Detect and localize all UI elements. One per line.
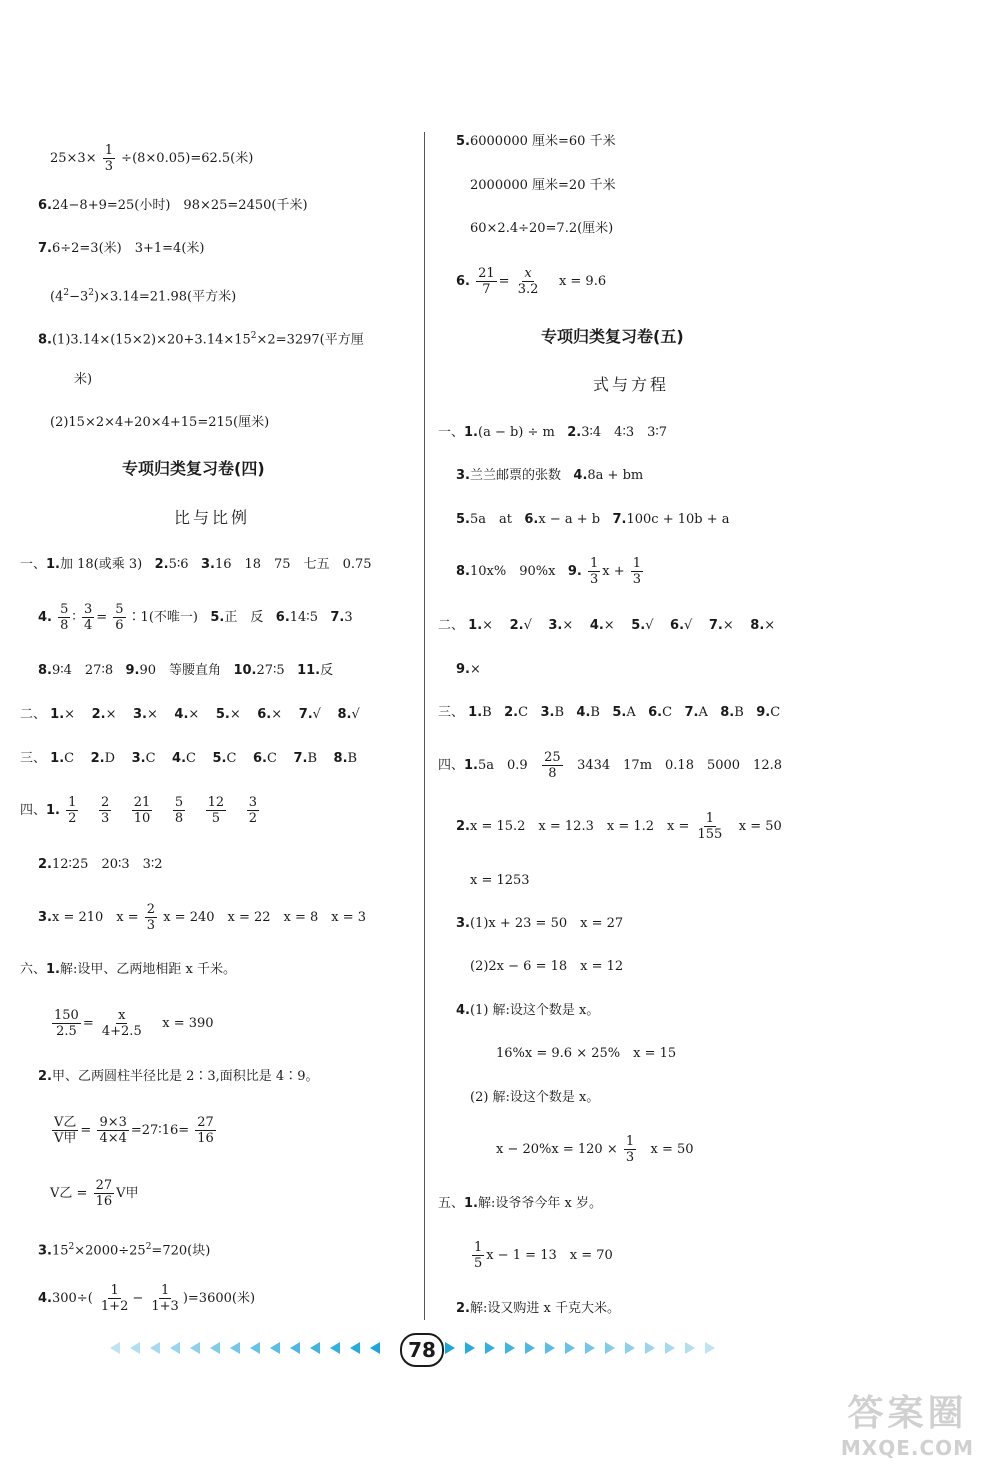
line-r6: 6. $\frac{21}{7}$ = $\frac{x}{3.2}$ x = 9.6: [456, 266, 607, 297]
line-p4-3: 3.x = 210 x = $\frac{2}{3}$ x = 240 x = 22 x = 8 x = 3: [38, 902, 367, 933]
line-q6: [38, 197, 308, 215]
line-p4-1: 四、1. $\frac{1}{2}$ $\frac{2}{3}$ $\frac{21}{10}$ $\frac{5}{8}$ $\frac{12}{5}$ $\frac{3}{2}$: [20, 795, 258, 826]
line-d3b: (2)2x − 6 = 18 x = 12: [470, 959, 624, 974]
left-arrow-icon: [350, 1342, 360, 1354]
left-arrow-icon: [230, 1342, 240, 1354]
line-s8: 8.9∶4 27∶8 9.90 等腰直角 10.27∶5 11.反: [38, 663, 334, 678]
line-p6-2: 2.甲、乙两圆柱半径比是 2∶3,面积比是 4∶9。: [38, 1069, 319, 1084]
line-l1: [50, 143, 253, 174]
page-number: 78: [400, 1333, 444, 1367]
line-a8: 8.10x% 90%x 9. $\frac{1}{3}$ x + $\frac{1}{3}$: [456, 556, 642, 587]
line-c: 三、 1.B 2.C 3.B 4.B 5.A 6.C 7.A 8.B 9.C: [438, 705, 781, 720]
line-d4d: x − 20%x = 120 × $\frac{1}{3}$ x = 50: [496, 1134, 694, 1165]
line-q8: $8.(1)3.14\times(15\times 2)\times 20+3.14\times 15^2\times 2=3297$(平方厘: [38, 331, 364, 348]
right-arrow-icon: [605, 1342, 615, 1354]
right-arrow-icon: [545, 1342, 555, 1354]
line-q8-cont: 米): [74, 372, 93, 387]
line-e2: 2.解:设又购进 x 千克大米。: [456, 1301, 620, 1316]
line-a3: 3.兰兰邮票的张数 4.8a + bm: [456, 468, 644, 483]
line-r5c: 60×2.4÷20=7.2(厘米): [470, 221, 614, 236]
left-arrow-icon: [130, 1342, 140, 1354]
line-d4a: 4.(1) 解:设这个数是 x。: [456, 1003, 600, 1018]
line-q8-2: (2)15×2×4+20×4+15=215(厘米): [50, 415, 270, 430]
left-arrow-icon: [310, 1342, 320, 1354]
left-arrow-icon: [250, 1342, 260, 1354]
line-p4-2: 2.12∶25 20∶3 3∶2: [38, 857, 163, 872]
line-p6-4: 4.300÷( $\frac{1}{1+2}$ − $\frac{1}{1+3}$ )=3600(米): [38, 1283, 256, 1314]
line-p3: 三、 1.C 2.D 3.C 4.C 5.C 6.C 7.B 8.B: [20, 751, 358, 766]
text: 25×3×: [50, 151, 97, 166]
line-e1: 五、1.解:设爷爷今年 x 岁。: [438, 1196, 602, 1211]
line-a5: 5.5a at 6.x − a + b 7.100c + 10b + a: [456, 512, 730, 527]
line-s1: 一、1.加 18(或乘 3) 2.5∶6 3.16 18 75 七五 0.75: [20, 557, 372, 572]
right-arrow-icon: [705, 1342, 715, 1354]
answer-text: 6÷2=3(米) 3+1=4(米): [51, 241, 205, 256]
line-p6-2-eq: V乙 V甲 = $\frac{9\times 3}{4\times 4}$ =27∶16= $\frac{27}{16}$: [54, 1115, 214, 1146]
line-e1-eq: $\frac{1}{5}$ x − 1 = 13 x = 70: [474, 1240, 613, 1271]
left-arrow-icon: [330, 1342, 340, 1354]
line-d4b: 16%x = 9.6 × 25% x = 15: [496, 1046, 677, 1061]
section-subtitle-ratio: 比与比例: [174, 508, 251, 527]
watermark-logo: 答案圈 MXQE.COM: [840, 1393, 975, 1460]
footer-arrow-strip: [100, 1336, 900, 1360]
line-s4: 4. $\frac{5}{8}$ ∶ $\frac{3}{4}$ = $\frac{5}{6}$ ∶1(不唯一) 5.正 反 6.14∶5 7.3: [38, 602, 353, 633]
line-d1: 四、1.5a 0.9 $\frac{25}{8}$ 3434 17m 0.18 5000 12.8: [438, 750, 782, 781]
right-arrow-icon: [485, 1342, 495, 1354]
line-q7b: $(4^2-3^2)\times 3.14=21.98$(平方米): [50, 288, 237, 305]
line-p6-2b: V乙 = $\frac{27}{16}$ V甲: [50, 1178, 139, 1209]
right-arrow-icon: [525, 1342, 535, 1354]
left-arrow-icon: [370, 1342, 380, 1354]
right-arrow-icon: [645, 1342, 655, 1354]
line-p6-3: $3.15^2\times 2000\div 25^2=720$(块): [38, 1242, 211, 1259]
right-arrow-icon: [465, 1342, 475, 1354]
line-r5: 5.6000000 厘米=60 千米: [456, 134, 616, 149]
column-divider: [424, 132, 425, 1320]
text: ÷(8×0.05)=62.5(米): [121, 151, 254, 166]
line-a1: 一、1.(a − b) ÷ m 2.3∶4 4∶3 3∶7: [438, 425, 668, 440]
line-b: 二、 1.× 2.√ 3.× 4.× 5.√ 6.√ 7.× 8.×: [438, 618, 776, 633]
right-arrow-icon: [565, 1342, 575, 1354]
line-p6-1-eq: $\frac{150}{2.5}$ = $\frac{x}{4+2.5}$ x = 390: [54, 1008, 214, 1039]
item-number: 8.: [38, 332, 52, 348]
section-title-four: 专项归类复习卷(四): [122, 459, 265, 478]
left-arrow-icon: [150, 1342, 160, 1354]
left-arrow-icon: [110, 1342, 120, 1354]
line-q7: [38, 240, 204, 258]
line-p2: 二、 1.× 2.× 3.× 4.× 5.× 6.× 7.√ 8.√: [20, 707, 360, 722]
line-b9: 9.×: [456, 662, 481, 677]
right-arrow-icon: [625, 1342, 635, 1354]
right-arrow-icon: [665, 1342, 675, 1354]
item-number: 6.: [38, 198, 52, 213]
right-arrow-icon: [685, 1342, 695, 1354]
line-d2: 2.x = 15.2 x = 12.3 x = 1.2 x = $\frac{1}{155}$ x = 50: [456, 811, 782, 842]
left-arrow-icon: [190, 1342, 200, 1354]
line-d3a: 3.(1)x + 23 = 50 x = 27: [456, 916, 624, 931]
answer-text: 24−8+9=25(小时) 98×25=2450(千米): [51, 198, 308, 213]
left-arrow-icon: [170, 1342, 180, 1354]
line-d2c: x = 1253: [470, 873, 530, 888]
left-arrow-icon: [270, 1342, 280, 1354]
line-r5b: 2000000 厘米=20 千米: [470, 178, 616, 193]
right-arrow-icon: [505, 1342, 515, 1354]
fraction: $\frac{1}{3}$: [104, 143, 114, 174]
item-number: 7.: [38, 241, 52, 256]
line-p6-1: 六、1.解:设甲、乙两地相距 x 千米。: [20, 962, 236, 977]
left-arrow-icon: [290, 1342, 300, 1354]
left-arrow-icon: [210, 1342, 220, 1354]
section-title-five: 专项归类复习卷(五): [541, 327, 684, 346]
right-arrow-icon: [445, 1342, 455, 1354]
right-arrow-icon: [585, 1342, 595, 1354]
line-d4c: (2) 解:设这个数是 x。: [470, 1090, 600, 1105]
section-subtitle-equation: 式与方程: [593, 375, 670, 394]
